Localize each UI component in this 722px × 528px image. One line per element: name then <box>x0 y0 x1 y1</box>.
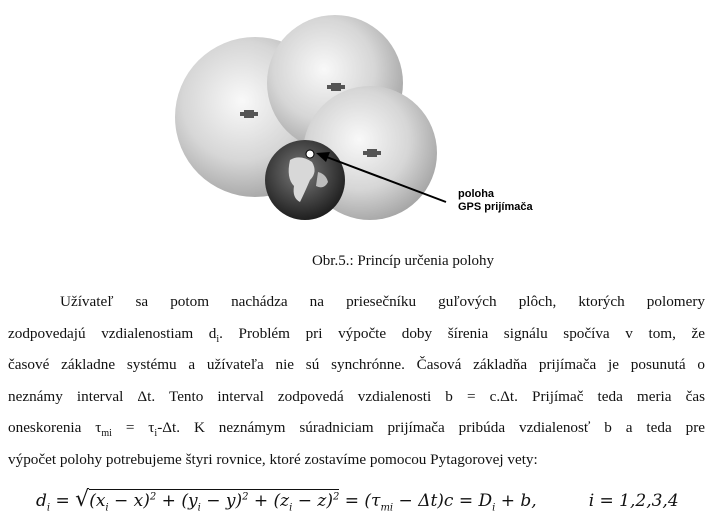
sqrt-sign-icon: √ <box>75 487 90 512</box>
eq-part: (τ <box>364 491 381 511</box>
subscript: mi <box>101 428 112 440</box>
paragraph-line <box>8 349 705 381</box>
text: . Problém pri výpočte doby šírenia signálu spočíva v tom, že <box>219 324 705 342</box>
receiver-position-dot <box>306 150 314 158</box>
body-paragraph <box>8 286 705 476</box>
text: Užívateľ sa potom nachádza na priesečníku guľových plôch, ktorých polomery <box>60 293 705 310</box>
eq-part: (y <box>181 491 198 511</box>
pythagorean-equation <box>36 487 696 521</box>
eq-sup: 2 <box>242 491 249 503</box>
text: = τ <box>111 419 155 437</box>
eq-part: + <box>248 491 274 511</box>
paragraph-line <box>8 286 705 318</box>
eq-part: − Δt)c = D <box>393 491 493 511</box>
figure-label-line2: GPS prijímača <box>458 201 533 213</box>
eq-part: d <box>36 491 47 511</box>
eq-sub: i <box>289 502 293 514</box>
eq-sub: mi <box>380 502 394 514</box>
text: neznámy interval Δt. Tento interval zodpovedá vzdialenosti b = c.Δt. Prijímač teda meria čas <box>8 387 705 405</box>
text: výpočet polohy potrebujeme štyri rovnice, ktoré zostavíme pomocou Pytagorovej vety: <box>8 450 538 468</box>
figure-label-line1: poloha <box>458 188 495 200</box>
paragraph-line <box>8 412 705 444</box>
gps-spheres-figure <box>0 0 722 235</box>
subscript: i <box>154 428 158 440</box>
eq-part: + <box>156 491 182 511</box>
eq-part: = <box>50 491 76 511</box>
eq-part: − y) <box>200 491 243 511</box>
eq-sub: i <box>46 502 51 514</box>
figure-caption: Obr.5.: Princíp určenia polohy <box>311 253 495 269</box>
eq-part: − x) <box>108 491 150 511</box>
eq-sup: 2 <box>149 491 157 503</box>
eq-sub: i <box>105 502 109 514</box>
eq-part: (x <box>89 491 106 511</box>
eq-part: = <box>339 491 365 511</box>
eq-part: (z <box>273 491 290 511</box>
text: časové základne systému a užívateľa nie sú synchrónne. Časová základňa prijímača je posunutá o <box>8 356 705 374</box>
eq-sub: i <box>197 502 201 514</box>
subscript: i <box>216 333 220 345</box>
eq-part: − z) <box>292 491 333 511</box>
eq-sup: 2 <box>332 491 340 503</box>
eq-sub: i <box>492 502 496 514</box>
eq-index: i = 1,2,3,4 <box>588 491 679 511</box>
text: -Δt. K neznámym súradniciam prijímača pribúda vzdialenosť b a teda pre <box>157 419 706 437</box>
paragraph-line <box>8 381 705 413</box>
paragraph-line <box>8 318 705 350</box>
paragraph-line <box>8 444 705 476</box>
eq-part: + b, <box>495 491 537 511</box>
text: zodpovedajú vzdialenostiam d <box>8 324 217 342</box>
text: oneskorenia τ <box>8 419 102 437</box>
sqrt-body <box>89 489 340 514</box>
